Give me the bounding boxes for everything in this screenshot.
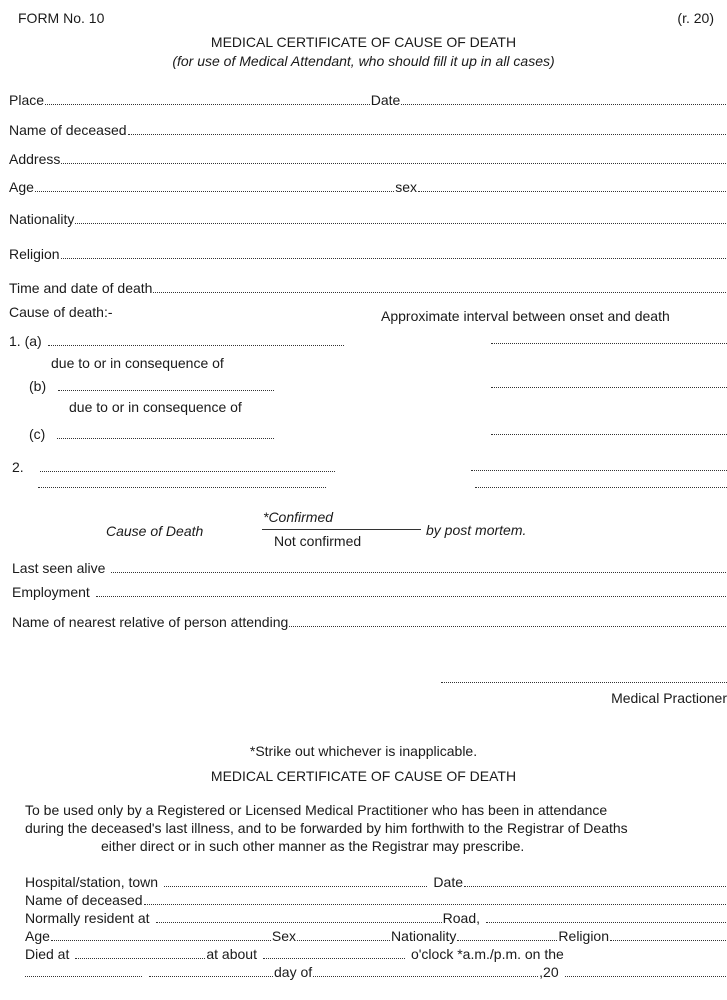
day-of-row [25,960,727,980]
died-at-label: Died at [25,946,70,962]
cause-1a-field[interactable] [48,345,344,346]
name-of-deceased-field[interactable] [128,134,726,135]
place-label: Place [9,92,45,108]
cause-1a-label: 1. (a) [9,333,42,349]
nearest-relative-row [12,610,727,630]
hospital-label: Hospital/station, town [25,874,159,890]
cause-of-death-label: Cause of Death [106,523,204,539]
date-label-2: Date [433,874,463,890]
cause-2-label: 2. [12,459,24,475]
at-about-field[interactable] [263,958,405,959]
age-field[interactable] [35,191,394,192]
sex-label-2: Sex [271,928,297,944]
last-seen-alive-label: Last seen alive [12,560,106,576]
place-date-row [9,88,727,108]
normally-resident-label: Normally resident at [25,910,150,926]
year-field[interactable] [565,976,726,977]
time-date-death-field[interactable] [153,292,726,293]
interval-heading: Approximate interval between onset and death [381,308,670,324]
time-date-death-label: Time and date of death [9,280,153,296]
cause-of-death-heading: Cause of death:- [9,304,113,320]
age-label-2: Age [25,928,50,944]
sex-field[interactable] [418,191,726,192]
day-of-label: day of [274,964,313,980]
nationality-row [9,207,727,227]
name-of-deceased-label: Name of deceased [9,122,127,138]
instructions-line-1: To be used only by a Registered or Licensed Medical Practitioner who has been in attendance [25,802,608,818]
age-sex-row [9,175,727,195]
date-label: Date [370,92,401,108]
employment-field[interactable] [96,596,726,597]
age-label: Age [9,179,34,195]
date-field-2[interactable] [464,886,726,887]
normally-resident-row [25,906,727,926]
day-ordinal-field[interactable] [149,976,273,977]
cause-c-label: (c) [29,426,46,442]
nearest-relative-field[interactable] [289,626,726,627]
form-number: FORM No. 10 [18,10,105,26]
address-label: Address [9,151,61,167]
employment-row [12,580,727,600]
religion-label: Religion [9,246,60,262]
month-field[interactable] [313,976,538,977]
page-title: MEDICAL CERTIFICATE OF CAUSE OF DEATH [210,34,517,50]
not-confirmed-option[interactable]: Not confirmed [274,533,362,549]
age-sex-nationality-religion-row [25,924,727,944]
died-at-row [25,942,625,962]
cause-2-field[interactable] [40,471,335,472]
religion-field-2[interactable] [610,940,726,941]
year-prefix-label: ,20 [539,964,559,980]
address-field[interactable] [61,163,726,164]
hospital-date-row [25,870,727,890]
cause-c-row [29,422,275,442]
date-field[interactable] [401,104,726,105]
interval-2-field-line2[interactable] [475,487,727,488]
religion-field[interactable] [61,258,726,259]
name-of-deceased-field-2[interactable] [144,904,726,905]
road-field[interactable] [486,922,726,923]
sex-field-2[interactable] [297,940,390,941]
last-seen-alive-row [12,556,727,576]
due-to-label-1: due to or in consequence of [51,355,224,371]
cause-c-field[interactable] [57,438,274,439]
died-at-field[interactable] [75,958,205,959]
due-to-label-2: due to or in consequence of [69,399,242,415]
interval-b-field[interactable] [491,387,727,388]
instructions-line-2: during the deceased's last illness, and to be forwarded by him forthwith to the Registrar of Deaths [25,820,628,836]
sex-label: sex [395,179,417,195]
name-of-deceased-label-2: Name of deceased [25,892,143,908]
cause-2-field-line2[interactable] [38,487,326,488]
name-of-deceased-row-2 [25,888,727,908]
at-about-label: at about [206,946,257,962]
nationality-field-2[interactable] [457,940,557,941]
nationality-field[interactable] [75,223,726,224]
second-form-title: MEDICAL CERTIFICATE OF CAUSE OF DEATH [210,768,517,784]
instructions-line-3: either direct or in such other manner as the Registrar may prescribe. [101,838,525,854]
normally-resident-field[interactable] [156,922,442,923]
cause-b-field[interactable] [58,390,274,391]
road-label: Road, [442,910,480,926]
cause-1a-row [9,329,345,349]
name-of-deceased-row [9,118,727,138]
signature-field[interactable] [441,682,727,683]
nationality-label: Nationality [9,211,75,227]
nationality-label-2: Nationality [391,928,457,944]
medical-practitioner-label: Medical Practioner [611,690,727,706]
confirmed-option[interactable]: *Confirmed [263,509,334,525]
address-row [9,147,727,167]
rule-reference: (r. 20) [677,10,714,26]
last-seen-alive-field[interactable] [111,572,726,573]
oclock-label: o'clock *a.m./p.m. on the [410,946,564,962]
interval-2-field[interactable] [471,470,727,471]
fraction-divider [262,529,421,530]
strike-out-note: *Strike out whichever is inapplicable. [249,743,478,759]
religion-row [9,242,727,262]
nearest-relative-label: Name of nearest relative of person attending [12,614,289,630]
employment-label: Employment [12,584,90,600]
age-field-2[interactable] [51,940,271,941]
cause-2-row [12,455,336,475]
religion-label-2: Religion [558,928,610,944]
page-subtitle: (for use of Medical Attendant, who should fill it up in all cases) [172,53,555,69]
cause-b-row [29,374,275,394]
hospital-field[interactable] [164,886,427,887]
place-field[interactable] [45,104,370,105]
by-post-mortem-label: by post mortem. [426,522,527,538]
interval-1a-field[interactable] [491,343,727,344]
time-date-death-row [9,276,727,296]
cause-b-label: (b) [29,378,47,394]
day-number-field[interactable] [25,976,142,977]
interval-c-field[interactable] [491,434,727,435]
